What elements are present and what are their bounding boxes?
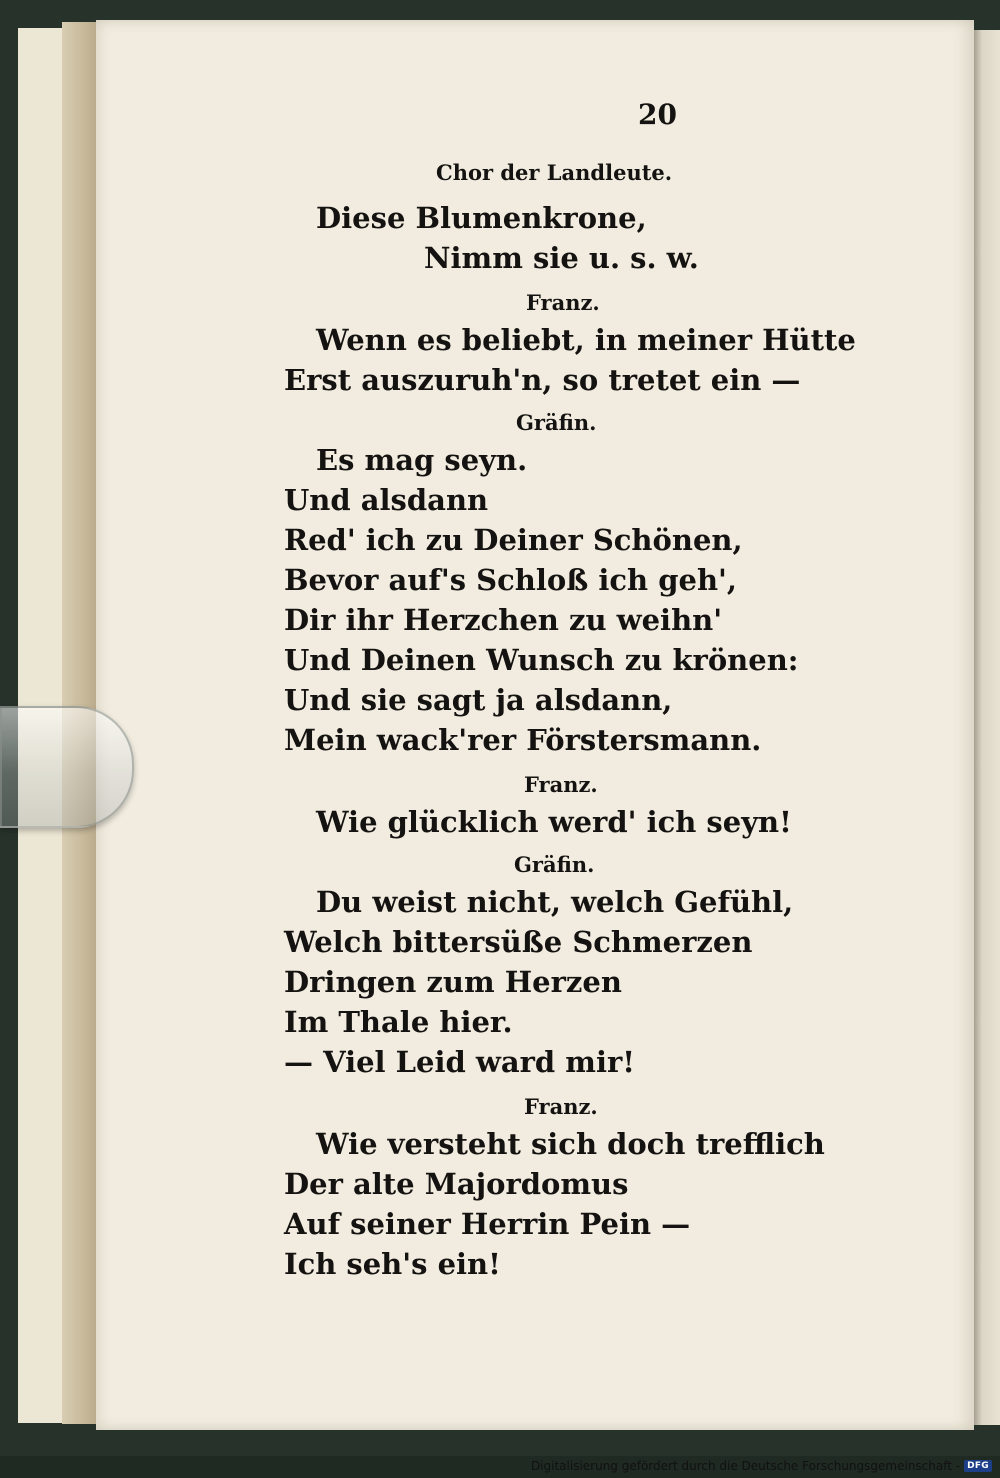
verse-line: Der alte Majordomus <box>284 1167 629 1201</box>
verse-line: Wie glücklich werd' ich seyn! <box>316 805 792 839</box>
book-page <box>96 20 974 1430</box>
page-text <box>96 20 974 1430</box>
verse-line: Und alsdann <box>284 483 489 517</box>
verse-line: Auf seiner Herrin Pein — <box>284 1207 691 1241</box>
verse-line: Ich seh's ein! <box>284 1247 501 1281</box>
verse-line: Nimm sie u. s. w. <box>424 241 699 275</box>
verse-line: Im Thale hier. <box>284 1005 513 1039</box>
verse-line: Mein wack'rer Förstersmann. <box>284 723 762 757</box>
speaker-franz: Franz. <box>524 1094 598 1119</box>
speaker-graefin: Gräfin. <box>516 410 597 435</box>
verse-line: Red' ich zu Deiner Schönen, <box>284 523 743 557</box>
verse-line: Und sie sagt ja alsdann, <box>284 683 673 717</box>
speaker-chor: Chor der Landleute. <box>436 160 673 185</box>
speaker-franz: Franz. <box>526 290 600 315</box>
footer-text: Digitalisierung gefördert durch die Deutsche Forschungsgemeinschaft - <box>530 1459 961 1473</box>
next-page-edge <box>970 30 1000 1425</box>
verse-line: Erst auszuruh'n, so tretet ein — <box>284 363 801 397</box>
verse-line: Diese Blumenkrone, <box>316 201 647 235</box>
verse-line: Wenn es beliebt, in meiner Hütte <box>316 323 856 357</box>
page-number: 20 <box>638 98 677 131</box>
dfg-logo-icon: DFG <box>964 1460 992 1472</box>
verse-line: Und Deinen Wunsch zu krönen: <box>284 643 799 677</box>
verse-line: — Viel Leid ward mir! <box>284 1045 636 1079</box>
verse-line: Wie versteht sich doch trefflich <box>316 1127 825 1161</box>
footer-credit <box>531 1458 992 1474</box>
verse-line: Dir ihr Herzchen zu weihn' <box>284 603 723 637</box>
page-clip <box>0 706 134 828</box>
speaker-graefin: Gräfin. <box>514 852 595 877</box>
verse-line: Es mag seyn. <box>316 443 528 477</box>
verse-line: Dringen zum Herzen <box>284 965 622 999</box>
verse-line: Welch bittersüße Schmerzen <box>284 925 753 959</box>
verse-line: Du weist nicht, welch Gefühl, <box>316 885 794 919</box>
verse-line: Bevor auf's Schloß ich geh', <box>284 563 737 597</box>
speaker-franz: Franz. <box>524 772 598 797</box>
